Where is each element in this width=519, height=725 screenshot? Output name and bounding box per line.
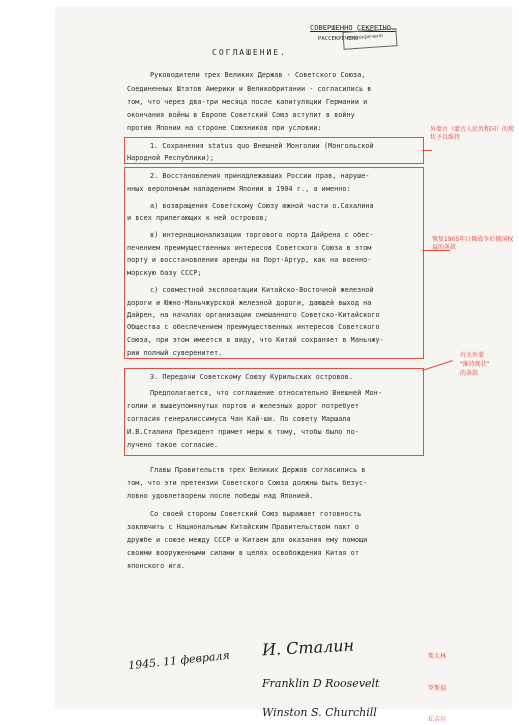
text-line: Дайрен, на началах организации смешанного Советско-Китайского	[127, 311, 380, 319]
text-line: рии полный суверенитет.	[127, 349, 223, 357]
text-line: согласия генералиссимуса Чан Кай-ши. По совету Маршала	[127, 415, 351, 423]
text-line: И.В.Сталина Президент примет меры к тому, чтобы было по-	[127, 428, 359, 436]
text-line: дороги и Южно-Маньчжурской железной дороги, дающей выход на	[127, 299, 372, 307]
secret-mark: СОВЕРШЕННО СЕКРЕТНО.	[310, 24, 396, 32]
connector-line	[422, 150, 432, 151]
text-line: заключить с Национальным Китайским Правительством пакт о	[127, 523, 359, 531]
text-line: японского ига.	[127, 562, 185, 570]
annotation-status-quo-2: "维持现状"	[460, 361, 490, 368]
annotation-mongolia: 外蒙古（蒙古人民共和国）的现状予以维持	[430, 126, 515, 141]
text-line: том, что эти претензии Советского Союза должны быть безус-	[127, 479, 368, 487]
text-line: а) возвращения Советскому Союзу южной части о.Сахалина	[150, 202, 374, 210]
text-line: Предполагается, что соглашение относительно Внешней Мон-	[150, 389, 382, 397]
text-line: Народной Республики);	[127, 154, 214, 162]
declassified-mark: РАССЕКРЕЧЕНО	[318, 36, 359, 42]
text-line: Руководители трех Великих Держав - Советского Союза,	[150, 71, 366, 79]
stalin-label: 斯大林	[428, 653, 447, 660]
roosevelt-label: 罗斯福	[428, 685, 447, 692]
text-line: своими вооруженными силами в целях освобождения Китая от	[127, 549, 359, 557]
highlight-box-status-quo	[124, 368, 424, 456]
text-line: Со своей стороны Советский Союз выражает готовность	[150, 510, 362, 518]
text-line: и всех прилегающих к ней островов;	[127, 214, 268, 222]
text-line: морскую базу СССР;	[127, 269, 202, 277]
text-line: том, что через два-три месяца после капитуляции Германии и	[127, 98, 368, 106]
text-line: ловно удовлетворены после победы над Японией.	[127, 492, 314, 500]
annotation-status-quo-1: 有关外蒙	[460, 352, 485, 359]
annotation-status-quo-3: 的条款	[460, 370, 479, 377]
text-line: голии и вышеупомянутых портов и железных дорог потребует	[127, 402, 359, 410]
text-line: дружбе и союзе между СССР и Китаем для оказания ему помощи	[127, 536, 368, 544]
text-line: нных вероломным нападением Японии в 1904 г., а именно:	[127, 185, 351, 193]
text-line: лучено такое согласие.	[127, 441, 219, 449]
text-line: против Японии на стороне Союзников при условии:	[127, 124, 322, 132]
annotation-1905-rights: 恢复1905年日俄战争后俄国权益的条款	[432, 236, 514, 251]
text-line: 2. Восстановления принадлежавших России прав, наруше-	[150, 172, 370, 180]
text-line: 1. Сохранения status quo Внешней Монголии (Монгольской	[150, 142, 374, 150]
text-line: 3. Передачи Советскому Союзу Курильских островов.	[150, 373, 353, 381]
text-line: окончания войны в Европе Советский Союз вступит в войну	[127, 111, 355, 119]
churchill-label: 丘吉尔	[428, 716, 447, 723]
text-line: в) интернационализации торгового порта Дайрена с обес-	[150, 231, 374, 239]
declassified-stamp	[342, 28, 397, 50]
text-line: Главы Правительств трех Великих Держав согласились в	[150, 466, 366, 474]
text-line: Общества с обеспечением преимущественных интересов Советского	[127, 323, 380, 331]
roosevelt-signature: Franklin D Roosevelt	[262, 677, 380, 690]
stalin-signature: И. Сталин	[261, 635, 355, 660]
stamp-text: Рассекречено	[346, 33, 384, 42]
text-line: с) совместной эксплоатации Китайско-Восточной железной	[150, 286, 374, 294]
text-line: Соединенных Штатов Америки и Великобритании - согласились в	[127, 85, 372, 93]
highlight-box-mongolia	[124, 137, 424, 164]
churchill-signature: Winston S. Churchill	[262, 706, 377, 719]
highlight-box-1905-rights	[124, 167, 424, 359]
text-line: порту и восстановления аренды на Порт-Артур, как на военно-	[127, 256, 372, 264]
text-line: Союза, при этом имеется в виду, что Китай сохраняет в Маньчжу-	[127, 336, 384, 344]
document-title: СОГЛАШЕНИЕ.	[212, 48, 287, 57]
text-line: печением преимущественных интересов Советского Союза в этом	[127, 244, 372, 252]
handwritten-date: 1945. 11 февраля	[127, 648, 231, 673]
